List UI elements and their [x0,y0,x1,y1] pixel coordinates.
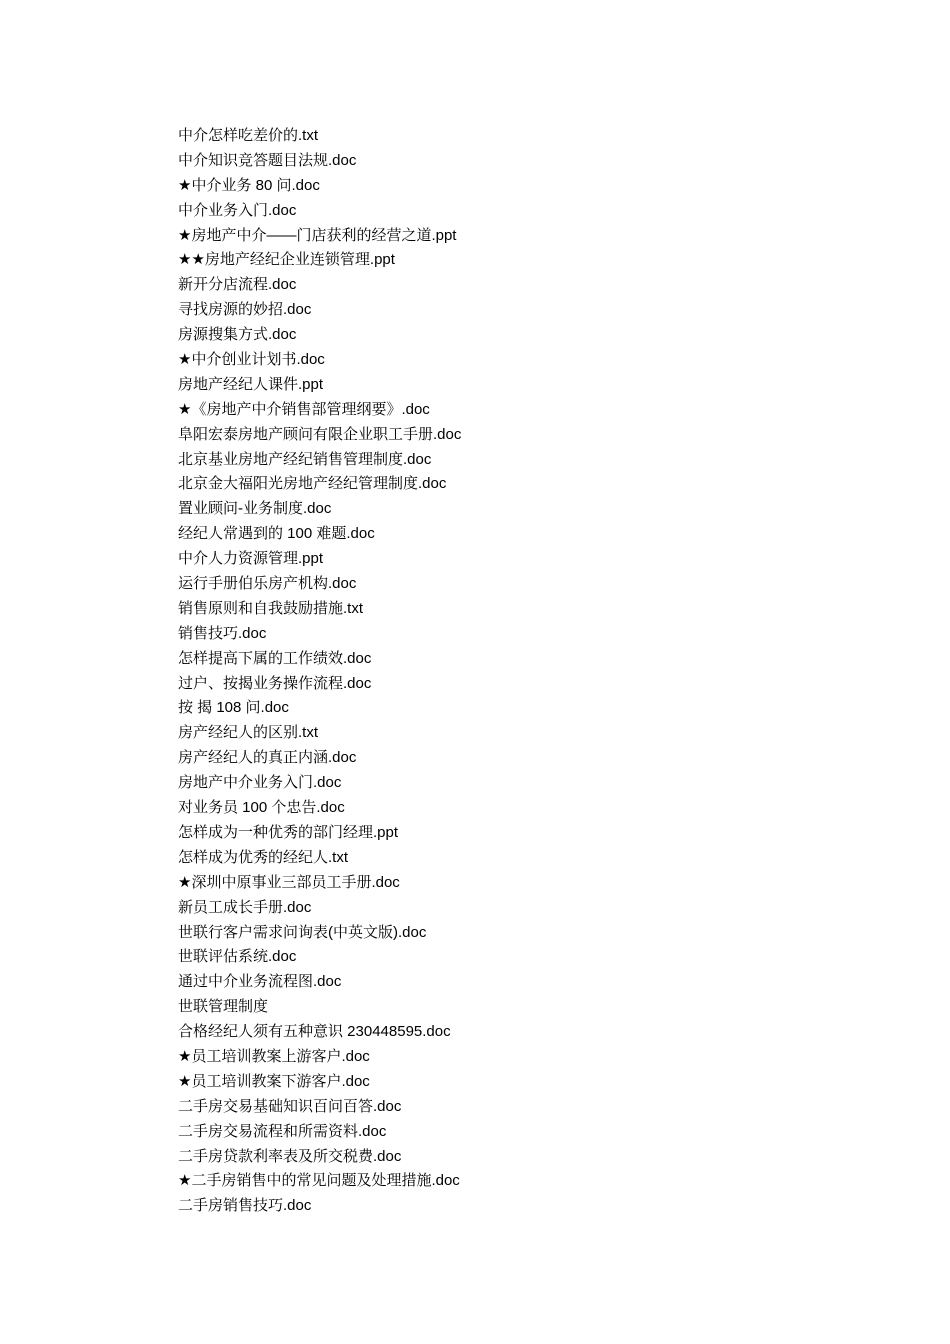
file-list-item: 怎样成为一种优秀的部门经理.ppt [178,823,399,841]
file-list-item: 中介怎样吃差价的.txt [178,127,319,144]
file-list-item: 中介人力资源管理.ppt [178,550,324,568]
file-list-item: 寻找房源的妙招.doc [178,301,312,319]
file-list-item: 运行手册伯乐房产机构.doc [178,575,357,593]
file-list-item: 世联评估系统.doc [178,948,297,966]
file-list-item: ★员工培训教案上游客户.doc [178,1047,370,1065]
file-list-item: 北京金大福阳光房地产经纪管理制度.doc [178,475,447,493]
file-list-item: 通过中介业务流程图.doc [178,973,342,991]
file-list [178,124,461,1219]
file-list-item: 怎样成为优秀的经纪人.txt [178,848,349,866]
file-list-item: 北京基业房地产经纪销售管理制度.doc [178,450,432,468]
file-list-item: 销售原则和自我鼓励措施.txt [178,599,364,617]
file-list-item: 合格经纪人须有五种意识 230448595.doc [178,1023,451,1041]
file-list-item: ★房地产中介——门店获利的经营之道.ppt [178,226,457,244]
file-list-item: ★二手房销售中的常见问题及处理措施.doc [178,1172,460,1190]
file-list-item: 置业顾问-业务制度.doc [178,500,332,518]
file-list-item: 中介知识竞答题目法规.doc [178,151,357,169]
file-list-item: 二手房销售技巧.doc [178,1197,312,1215]
file-list-item: ★★房地产经纪企业连锁管理.ppt [178,251,395,269]
file-list-item: ★深圳中原事业三部员工手册.doc [178,873,400,891]
file-list-item: 世联管理制度 [178,998,269,1016]
file-list-item: 阜阳宏泰房地产顾问有限企业职工手册.doc [178,425,462,443]
file-list-item: 房地产中介业务入门.doc [178,774,342,792]
file-list-item: 怎样提高下属的工作绩效.doc [178,649,372,667]
file-list-item: ★员工培训教案下游客户.doc [178,1072,370,1090]
file-list-item: 中介业务入门.doc [178,201,297,219]
file-list-item: 对业务员 100 个忠告.doc [178,799,345,817]
file-list-item: 新开分店流程.doc [178,276,297,294]
file-list-item: 经纪人常遇到的 100 难题.doc [178,525,375,543]
file-list-item: 世联行客户需求问询表(中英文版).doc [178,923,427,941]
file-list-item: 二手房贷款利率表及所交税费.doc [178,1147,402,1165]
file-list-item: 二手房交易基础知识百问百答.doc [178,1097,402,1115]
file-list-item: 房源搜集方式.doc [178,326,297,344]
file-list-item: ★《房地产中介销售部管理纲要》.doc [178,400,430,418]
file-list-item: 按 揭 108 问.doc [178,699,289,717]
file-list-item: 房地产经纪人课件.ppt [178,375,324,393]
file-list-item: 销售技巧.doc [178,624,267,642]
file-list-item: ★中介业务 80 问.doc [178,176,320,194]
file-list-item: 过户、按揭业务操作流程.doc [178,674,372,692]
file-list-item: ★中介创业计划书.doc [178,351,325,369]
file-list-item: 新员工成长手册.doc [178,898,312,916]
file-list-item: 房产经纪人的真正内涵.doc [178,749,357,767]
file-list-item: 房产经纪人的区别.txt [178,724,319,742]
file-list-item: 二手房交易流程和所需资料.doc [178,1122,387,1140]
